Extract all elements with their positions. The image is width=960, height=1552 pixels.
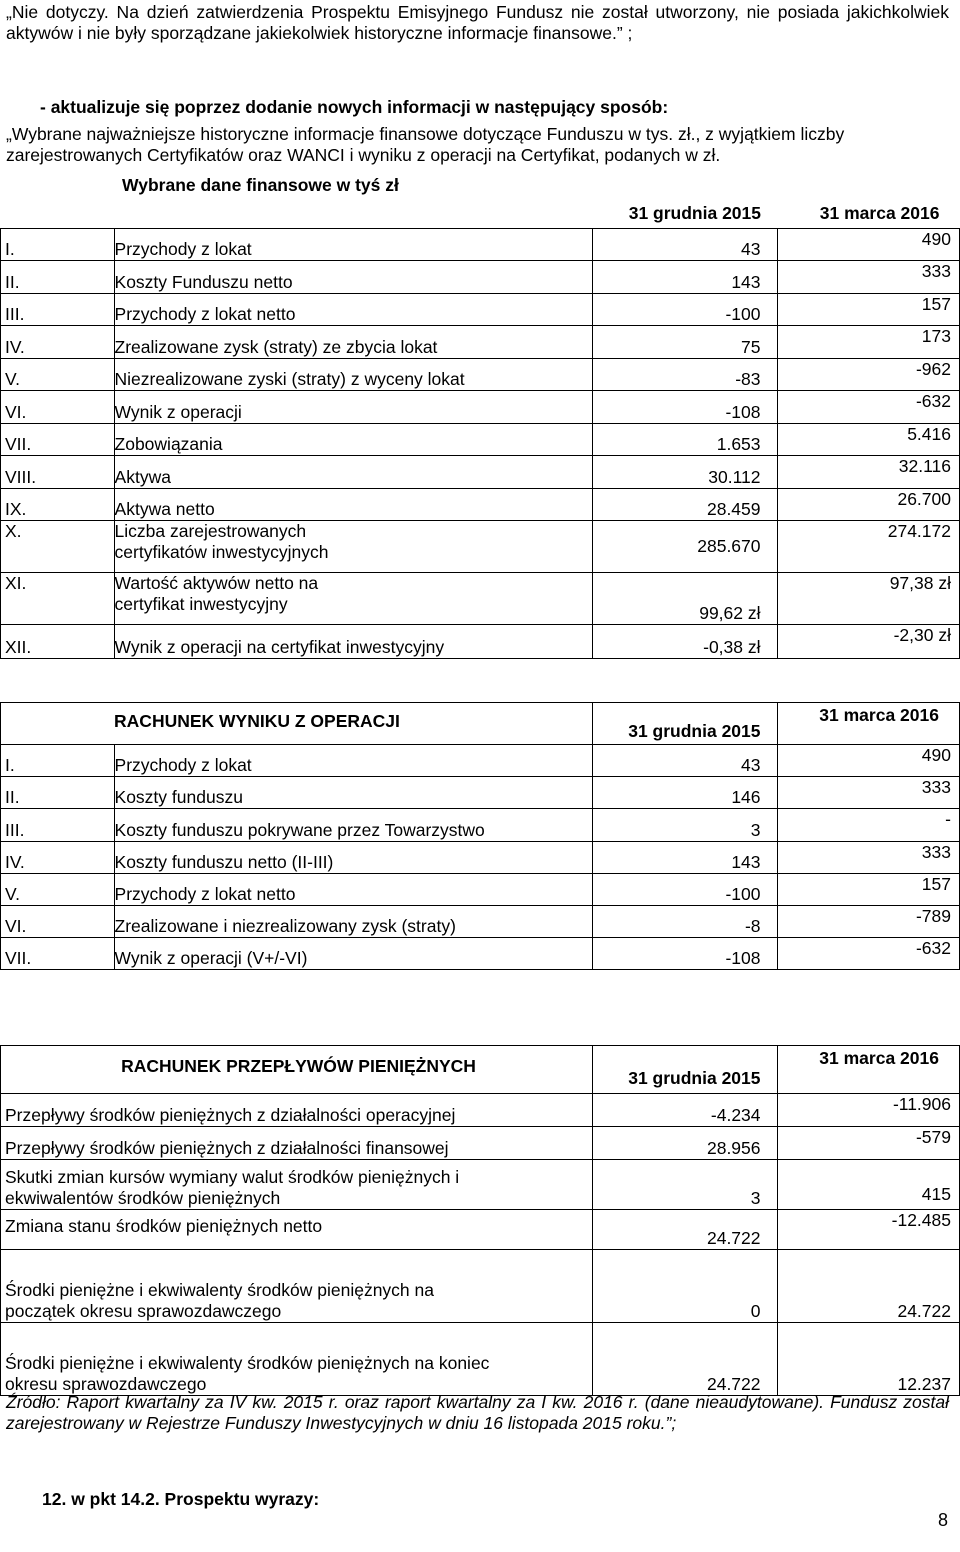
- table-row: [1, 1210, 960, 1250]
- row-number: VIII.: [1, 456, 115, 489]
- row-label: Skutki zmian kursów wymiany walut środków pieniężnych i ekwiwalentów środków pieniężnych: [1, 1160, 593, 1210]
- value-2015: 143: [593, 261, 778, 294]
- row-number: XII.: [1, 625, 115, 659]
- row-label: Aktywa netto: [114, 488, 592, 521]
- row-label: Przychody z lokat netto: [114, 873, 592, 905]
- row-label: Przychody z lokat: [114, 228, 592, 261]
- update-line-2-text: , z wyjątkiem liczby zarejestrowanych Certyfikatów oraz WANCI i wyniku z operacji na Certyfikat, podanych w zł.: [6, 124, 845, 165]
- value-2015: -108: [593, 391, 778, 424]
- table-row: [1, 905, 960, 937]
- value-2016: 97,38 zł: [777, 573, 959, 625]
- value-2016: -12.485: [777, 1210, 959, 1250]
- row-label: Przepływy środków pieniężnych z działalności operacyjnej: [1, 1094, 593, 1127]
- value-2016: -789: [777, 905, 959, 937]
- row-number: X.: [1, 521, 115, 573]
- table2-title: RACHUNEK WYNIKU Z OPERACJI: [114, 703, 592, 745]
- table-row: [1, 809, 960, 841]
- operations-result-table: [0, 702, 960, 970]
- value-2016: 333: [777, 777, 959, 809]
- table-row: [1, 456, 960, 489]
- row-number: V.: [1, 358, 115, 391]
- row-label: Zmiana stanu środków pieniężnych netto: [1, 1210, 593, 1250]
- row-number: VII.: [1, 423, 115, 456]
- table3-col2-header: 31 marca 2016: [777, 1046, 959, 1094]
- row-number: I.: [1, 745, 115, 777]
- value-2015: -83: [593, 358, 778, 391]
- row-number: III.: [1, 809, 115, 841]
- row-label: Koszty funduszu netto (II-III): [114, 841, 592, 873]
- table3-title: RACHUNEK PRZEPŁYWÓW PIENIĘŻNYCH: [1, 1046, 593, 1094]
- value-2016: 173: [777, 326, 959, 359]
- value-2015: 43: [593, 228, 778, 261]
- value-2016: 12.237: [777, 1323, 959, 1396]
- value-2015: 99,62 zł: [593, 573, 778, 625]
- row-label: Koszty funduszu pokrywane przez Towarzystwo: [114, 809, 592, 841]
- row-number: XI.: [1, 573, 115, 625]
- financial-data-table: [0, 170, 960, 659]
- table-row: [1, 293, 960, 326]
- table-row: [1, 841, 960, 873]
- value-2015: 1.653: [593, 423, 778, 456]
- intro-paragraph: „Nie dotyczy. Na dzień zatwierdzenia Prospektu Emisyjnego Fundusz nie został utworzony, nie posiada jakichkolwiek aktywów i nie były sporządzane jakiekolwiek historyczne informacje finansowe.” ;: [6, 2, 949, 43]
- row-label: Przychody z lokat netto: [114, 293, 592, 326]
- row-label: Przychody z lokat: [114, 745, 592, 777]
- value-2016: 24.722: [777, 1250, 959, 1323]
- row-label: Wynik z operacji: [114, 391, 592, 424]
- row-number: V.: [1, 873, 115, 905]
- value-2015: 285.670: [593, 521, 778, 573]
- value-2016: -2,30 zł: [777, 625, 959, 659]
- value-2015: 28.459: [593, 488, 778, 521]
- row-label: Przepływy środków pieniężnych z działalności finansowej: [1, 1127, 593, 1160]
- value-2016: 274.172: [777, 521, 959, 573]
- table1-title: Wybrane dane finansowe w tyś zł: [122, 175, 399, 195]
- row-label: Środki pieniężne i ekwiwalenty środków pieniężnych na początek okresu sprawozdawczego: [1, 1250, 593, 1323]
- table2-col1-header: 31 grudnia 2015: [593, 703, 778, 745]
- row-number: II.: [1, 777, 115, 809]
- row-label: Aktywa: [114, 456, 592, 489]
- row-label: Wynik z operacji (V+/-VI): [114, 938, 592, 970]
- value-2016: 415: [777, 1160, 959, 1210]
- row-label: Środki pieniężne i ekwiwalenty środków pieniężnych na koniec okresu sprawozdawczego: [1, 1323, 593, 1396]
- row-label: Zrealizowane zysk (straty) ze zbycia lokat: [114, 326, 592, 359]
- table-row: [1, 1160, 960, 1210]
- value-2016: -: [777, 809, 959, 841]
- section-heading: 12. w pkt 14.2. Prospektu wyrazy:: [42, 1489, 320, 1509]
- value-2015: 75: [593, 326, 778, 359]
- value-2016: -579: [777, 1127, 959, 1160]
- row-label: Liczba zarejestrowanych certyfikatów inwestycyjnych: [114, 521, 592, 573]
- value-2016: -632: [777, 938, 959, 970]
- value-2016: 157: [777, 873, 959, 905]
- update-heading: - aktualizuje się poprzez dodanie nowych informacji w następujący sposób:: [40, 97, 669, 117]
- value-2016: 333: [777, 841, 959, 873]
- value-2016: 26.700: [777, 488, 959, 521]
- table-row: [1, 777, 960, 809]
- row-number: IX.: [1, 488, 115, 521]
- row-number: VI.: [1, 905, 115, 937]
- source-note: Źródło: Raport kwartalny za IV kw. 2015 r. oraz raport kwartalny za I kw. 2016 r. (dane nieaudytowane). Fundusz został zarejestrowany w Rejestrze Funduszy Inwestycyjnych w dniu 16 listopada 2015 roku.”;: [6, 1392, 949, 1433]
- table-row: [1, 573, 960, 625]
- value-2015: -108: [593, 938, 778, 970]
- row-number: III.: [1, 293, 115, 326]
- row-number: VI.: [1, 391, 115, 424]
- row-label: Wynik z operacji na certyfikat inwestycyjny: [114, 625, 592, 659]
- value-2016: 157: [777, 293, 959, 326]
- row-number: I.: [1, 228, 115, 261]
- row-label: Koszty Funduszu netto: [114, 261, 592, 294]
- value-2015: 24.722: [593, 1323, 778, 1396]
- value-2015: 30.112: [593, 456, 778, 489]
- value-2015: 143: [593, 841, 778, 873]
- value-2015: 146: [593, 777, 778, 809]
- table-row: [1, 521, 960, 573]
- value-2015: -4.234: [593, 1094, 778, 1127]
- value-2016: 32.116: [777, 456, 959, 489]
- row-label: Zobowiązania: [114, 423, 592, 456]
- table-row: [1, 1094, 960, 1127]
- page-number: 8: [937, 1510, 948, 1530]
- row-number: IV.: [1, 841, 115, 873]
- row-label: Zrealizowane i niezrealizowany zysk (straty): [114, 905, 592, 937]
- value-2015: 3: [593, 1160, 778, 1210]
- table-row: [1, 391, 960, 424]
- row-label: Wartość aktywów netto na certyfikat inwestycyjny: [114, 573, 592, 625]
- value-2015: -100: [593, 873, 778, 905]
- table1-col2-header: 31 marca 2016: [819, 202, 940, 223]
- value-2016: 333: [777, 261, 959, 294]
- row-number: VII.: [1, 938, 115, 970]
- value-2016: -962: [777, 358, 959, 391]
- table-row: [1, 261, 960, 294]
- table1-col1-header: 31 grudnia 2015: [628, 202, 762, 223]
- value-2015: -100: [593, 293, 778, 326]
- value-2015: 24.722: [593, 1210, 778, 1250]
- value-2016: 490: [777, 745, 959, 777]
- value-2015: 43: [593, 745, 778, 777]
- row-number: IV.: [1, 326, 115, 359]
- value-2015: 28.956: [593, 1127, 778, 1160]
- table-row: [1, 488, 960, 521]
- value-2015: -0,38 zł: [593, 625, 778, 659]
- value-2015: 3: [593, 809, 778, 841]
- value-2016: 490: [777, 228, 959, 261]
- row-label: Niezrealizowane zyski (straty) z wyceny lokat: [114, 358, 592, 391]
- table-row: [1, 423, 960, 456]
- table-row: [1, 873, 960, 905]
- value-2016: 5.416: [777, 423, 959, 456]
- value-2016: -632: [777, 391, 959, 424]
- table3-col1-header: 31 grudnia 2015: [593, 1046, 778, 1094]
- table-row: [1, 938, 960, 970]
- table-row: [1, 1127, 960, 1160]
- table-row: [1, 625, 960, 659]
- row-number: II.: [1, 261, 115, 294]
- cash-flow-table: [0, 1045, 960, 1396]
- table2-col2-header: 31 marca 2016: [777, 703, 959, 745]
- value-2016: -11.906: [777, 1094, 959, 1127]
- table-row: [1, 358, 960, 391]
- table-row: [1, 745, 960, 777]
- value-2015: 0: [593, 1250, 778, 1323]
- table-row: [1, 228, 960, 261]
- update-line-1-text: „Wybrane najważniejsze historyczne informacje finansowe dotyczące Funduszu w tys. zł.: [6, 124, 696, 144]
- value-2015: -8: [593, 905, 778, 937]
- row-label: Koszty funduszu: [114, 777, 592, 809]
- table-row: [1, 1323, 960, 1396]
- update-line-1: [6, 124, 949, 166]
- table-row: [1, 326, 960, 359]
- table-row: [1, 1250, 960, 1323]
